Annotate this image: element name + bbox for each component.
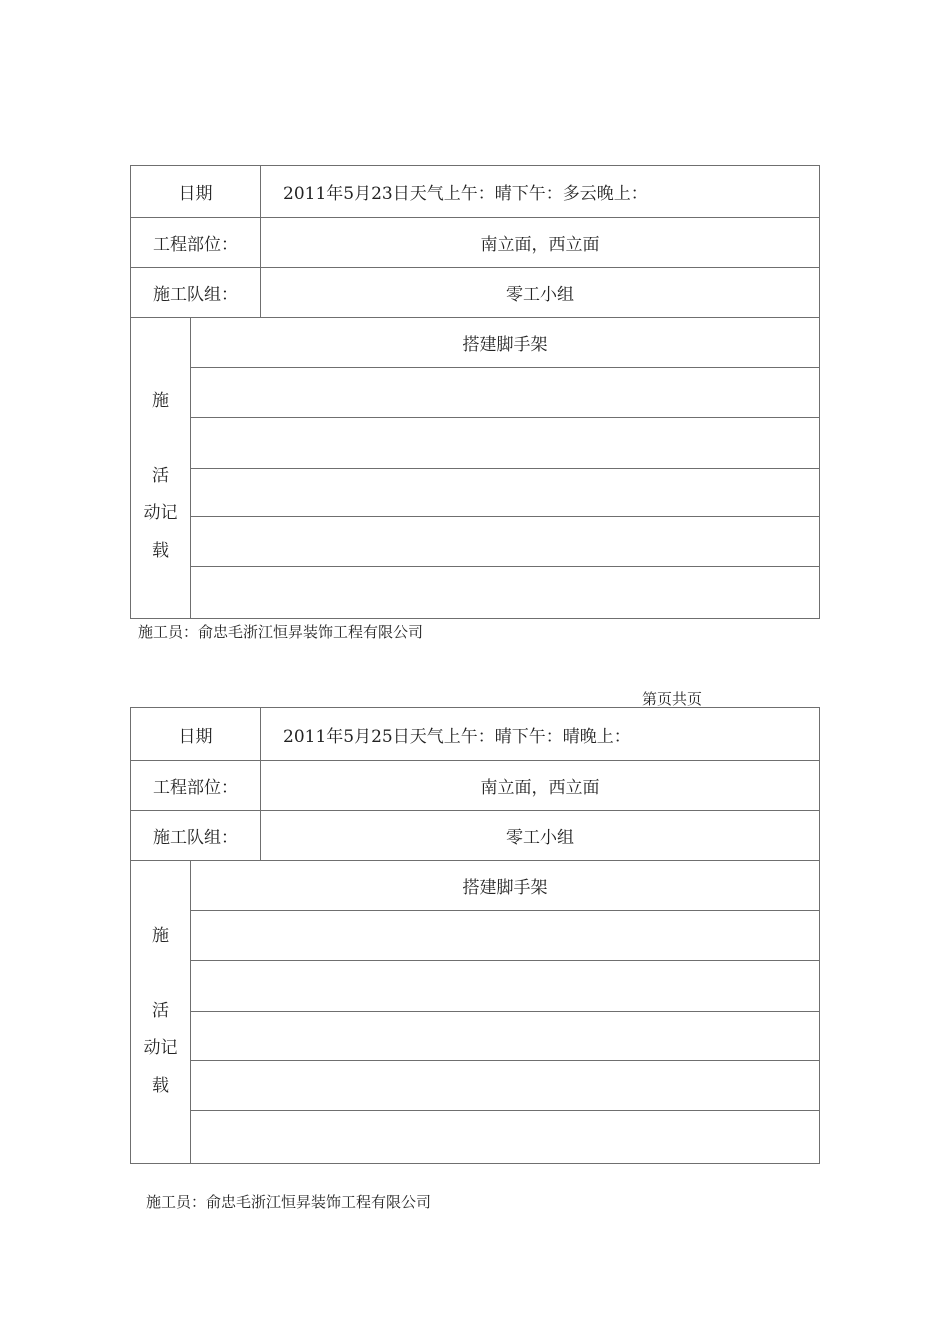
side-label-char: 施 <box>152 391 169 411</box>
construction-log-table-2 <box>130 707 820 1164</box>
location-label: 工程部位： <box>131 218 261 268</box>
date-row <box>131 708 820 761</box>
side-label-char: 动记 <box>143 503 178 523</box>
activity-row <box>131 318 820 368</box>
activity-entry <box>191 911 820 961</box>
side-label-char: 活 <box>152 466 169 486</box>
activity-entry <box>191 418 820 469</box>
constructor-footer: 施工员：俞忠毛浙江恒昇装饰工程有限公司 <box>146 1193 432 1211</box>
team-label: 施工队组： <box>131 268 261 318</box>
activity-record-label <box>131 861 191 1164</box>
activity-row <box>131 961 820 1012</box>
activity-row <box>131 418 820 469</box>
activity-entry <box>191 1012 820 1060</box>
team-row <box>131 811 820 861</box>
activity-row <box>131 911 820 961</box>
location-row <box>131 761 820 811</box>
location-value: 南立面，西立面 <box>261 218 820 268</box>
activity-row <box>131 368 820 418</box>
activity-entry <box>191 961 820 1012</box>
team-row <box>131 268 820 318</box>
date-weather-value: 2011年5月25日天气上午：晴下午：晴晚上： <box>261 708 820 761</box>
activity-record-label <box>131 318 191 619</box>
activity-entry <box>191 469 820 517</box>
activity-entry <box>191 1110 820 1163</box>
activity-entry <box>191 567 820 619</box>
location-value: 南立面，西立面 <box>261 761 820 811</box>
side-label-char: 载 <box>152 541 169 561</box>
date-label: 日期 <box>131 166 261 218</box>
activity-entry: 搭建脚手架 <box>191 861 820 911</box>
side-label-char: 施 <box>152 926 169 946</box>
date-row <box>131 166 820 218</box>
activity-row <box>131 861 820 911</box>
activity-row <box>131 567 820 619</box>
side-label-char: 载 <box>152 1076 169 1096</box>
date-weather-value: 2011年5月23日天气上午：晴下午：多云晚上： <box>261 166 820 218</box>
activity-entry <box>191 368 820 418</box>
location-label: 工程部位： <box>131 761 261 811</box>
date-label: 日期 <box>131 708 261 761</box>
team-value: 零工小组 <box>261 268 820 318</box>
activity-entry: 搭建脚手架 <box>191 318 820 368</box>
page-indicator: 第页共页 <box>642 690 703 708</box>
side-label-char: 活 <box>152 1001 169 1021</box>
activity-row <box>131 1060 820 1110</box>
activity-row <box>131 1110 820 1163</box>
activity-row <box>131 517 820 567</box>
side-label-char: 动记 <box>143 1038 178 1058</box>
activity-entry <box>191 517 820 567</box>
team-label: 施工队组： <box>131 811 261 861</box>
activity-entry <box>191 1060 820 1110</box>
location-row <box>131 218 820 268</box>
team-value: 零工小组 <box>261 811 820 861</box>
construction-log-table-1 <box>130 165 820 619</box>
activity-row <box>131 469 820 517</box>
activity-row <box>131 1012 820 1060</box>
constructor-footer: 施工员：俞忠毛浙江恒昇装饰工程有限公司 <box>138 623 424 641</box>
